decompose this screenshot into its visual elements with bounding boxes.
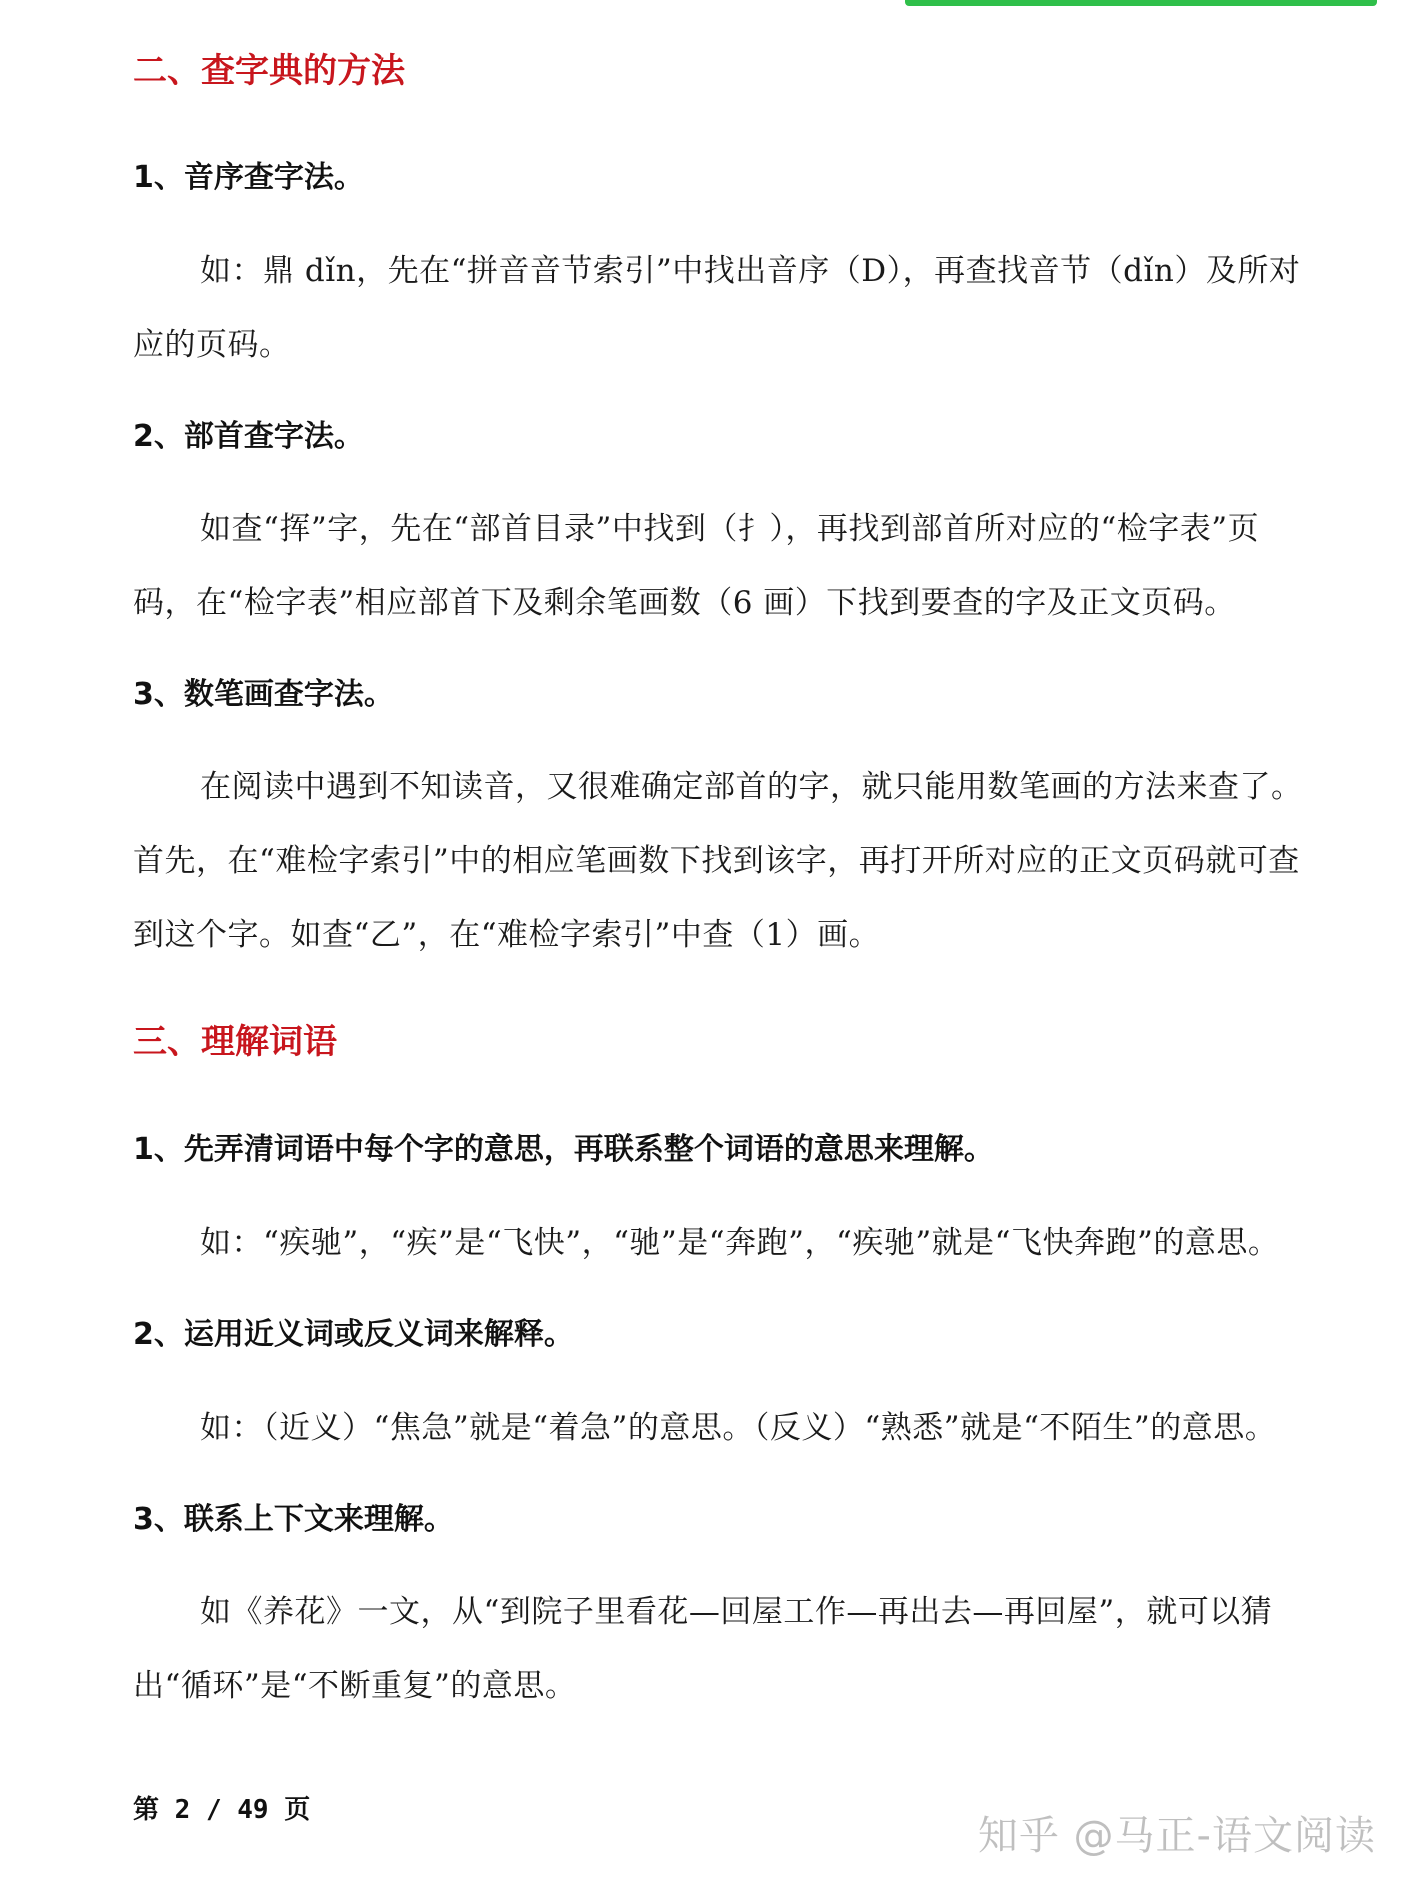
item-body-each-character: 如：“疾驰”，“疾”是“飞快”，“驰”是“奔跑”，“疾驰”就是“飞快奔跑”的意思。 — [200, 1225, 1280, 1261]
top-green-bar — [905, 0, 1377, 6]
zhihu-watermark: 知乎 @马正-语文阅读 — [977, 1813, 1376, 1859]
item-heading-strokes: 3、数笔画查字法。 — [133, 677, 394, 712]
item-body-radical: 如查“挥”字，先在“部首目录”中找到（扌），再找到部首所对应的“检字表”页码，在“检字表”相应部首下及剩余笔画数（6 画）下找到要查的字及正文页码。 — [133, 511, 1260, 621]
item-body-synonym-antonym: 如：（近义）“焦急”就是“着急”的意思。（反义）“熟悉”就是“不陌生”的意思。 — [200, 1410, 1277, 1446]
item-body-pinyin: 如：鼎 dǐn，先在“拼音音节索引”中找出音序（D），再查找音节（dǐn）及所对应的页码。 — [133, 253, 1301, 363]
item-body-context: 如《养花》一文，从“到院子里看花—回屋工作—再出去—再回屋”，就可以猜出“循环”是“不断重复”的意思。 — [133, 1594, 1273, 1704]
item-body-strokes: 在阅读中遇到不知读音，又很难确定部首的字，就只能用数笔画的方法来查了。首先，在“难检字索引”中的相应笔画数下找到该字，再打开所对应的正文页码就可查到这个字。如查“乙”，在“难检字索引”中查（1）画。 — [133, 769, 1303, 953]
section-title-two: 二、查字典的方法 — [133, 51, 405, 91]
item-heading-context: 3、联系上下文来理解。 — [133, 1502, 454, 1537]
section-title-three: 三、理解词语 — [133, 1022, 337, 1062]
item-heading-pinyin: 1、音序查字法。 — [133, 160, 364, 195]
page-indicator: 第 2 / 49 页 — [133, 1795, 311, 1825]
item-heading-radical: 2、部首查字法。 — [133, 419, 364, 454]
item-heading-synonym-antonym: 2、运用近义词或反义词来解释。 — [133, 1317, 574, 1352]
item-heading-each-character: 1、先弄清词语中每个字的意思，再联系整个词语的意思来理解。 — [133, 1132, 994, 1167]
